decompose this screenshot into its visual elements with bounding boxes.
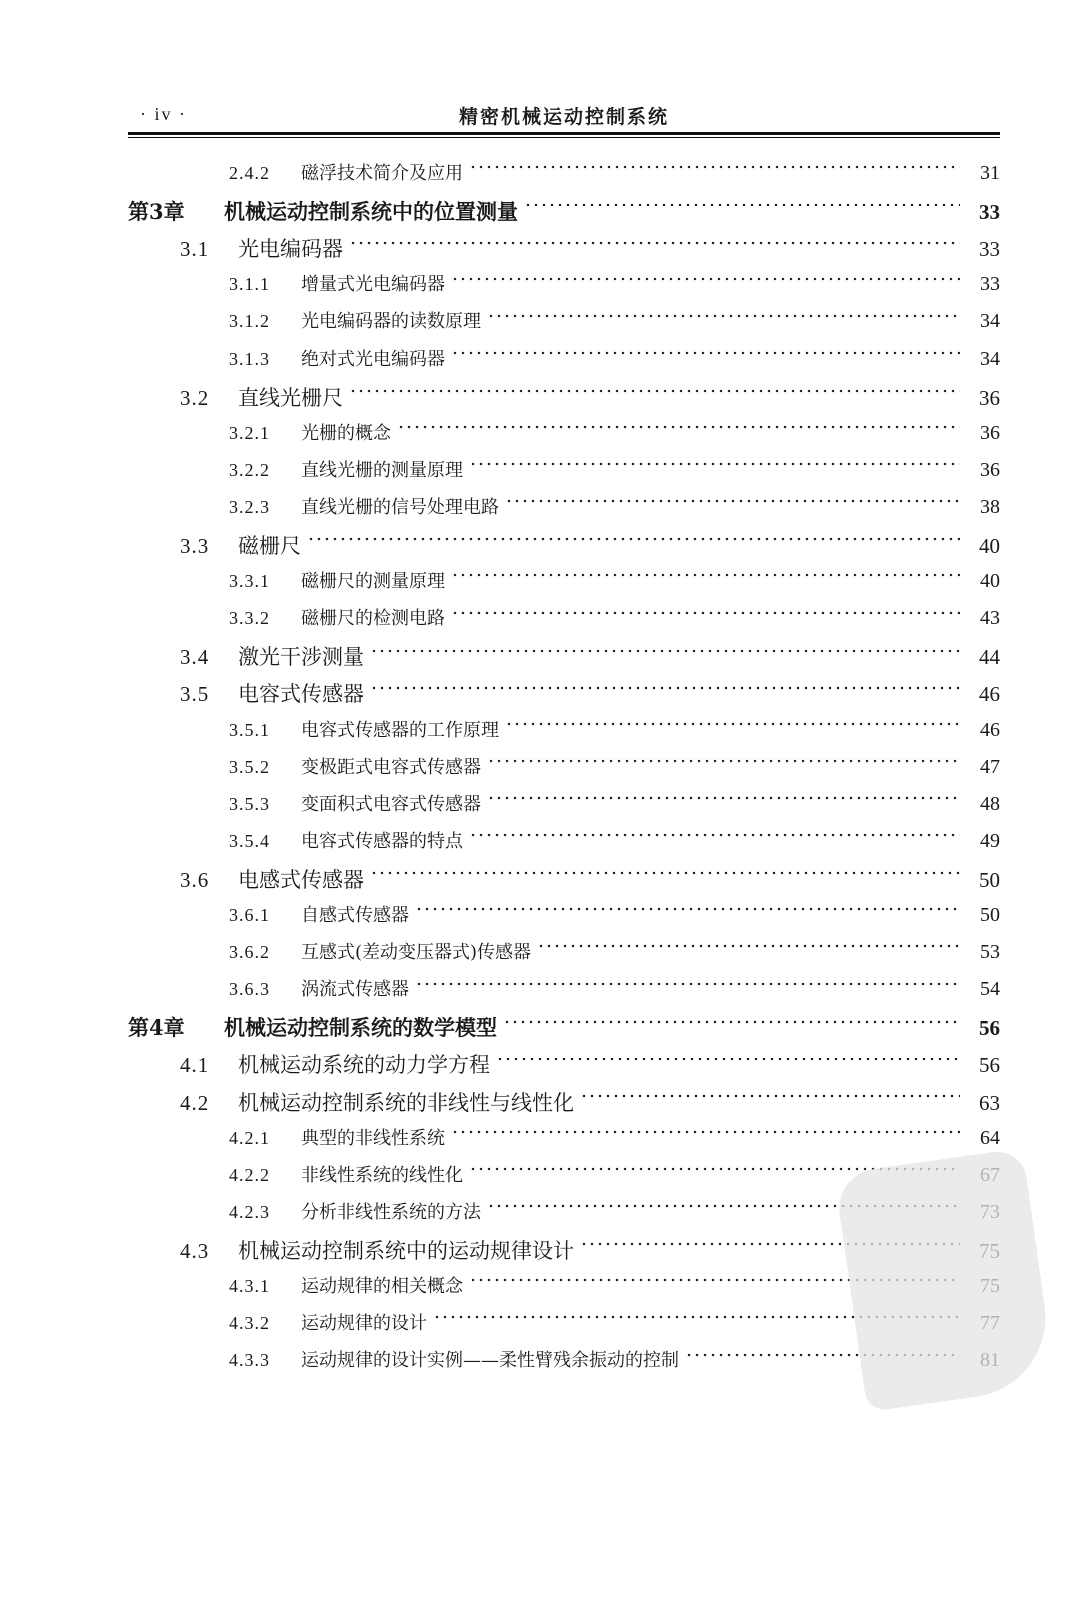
toc-entry-page: 33 bbox=[980, 273, 1000, 296]
toc-entry-title: 机械运动控制系统中的运动规律设计 bbox=[238, 1238, 574, 1263]
toc-entry-number: 3.2 bbox=[180, 385, 210, 410]
dot-leader bbox=[505, 492, 960, 510]
toc-entry-sub bbox=[229, 753, 1000, 779]
toc-entry-sub bbox=[229, 790, 1000, 816]
toc-entry-sec bbox=[180, 382, 1000, 412]
toc-entry-page: 34 bbox=[980, 310, 1000, 333]
toc-entry-number: 3.1.2 bbox=[229, 311, 270, 332]
toc-entry-number: 2.4.2 bbox=[229, 163, 270, 183]
toc-entry-chap bbox=[128, 1012, 1000, 1042]
dot-leader bbox=[487, 789, 960, 807]
toc-entry-title: 增量式光电编码器 bbox=[301, 274, 445, 296]
toc-entry-page: 40 bbox=[979, 534, 1000, 558]
toc-entry-page: 54 bbox=[980, 978, 1000, 1001]
toc-entry-page: 33 bbox=[979, 237, 1000, 262]
toc-entry-number: 3.2.1 bbox=[229, 422, 270, 443]
page-folio: · iv · bbox=[140, 104, 187, 124]
dot-leader bbox=[469, 455, 960, 473]
toc-entry-title: 机械运动控制系统的数学模型 bbox=[224, 1015, 497, 1041]
toc-entry-page: 31 bbox=[980, 162, 1000, 184]
toc-entry-title: 光电编码器 bbox=[238, 237, 343, 262]
toc-entry-title: 分析非线性系统的方法 bbox=[301, 1201, 481, 1223]
toc-entry-page: 36 bbox=[979, 385, 1000, 410]
toc-entry-title: 机械运动控制系统中的位置测量 bbox=[224, 199, 518, 225]
toc-entry-title: 磁栅尺的测量原理 bbox=[301, 571, 445, 593]
toc-entry-number: 3.6.2 bbox=[229, 942, 270, 963]
toc-entry-number: 3.5.2 bbox=[229, 756, 270, 777]
dot-leader bbox=[415, 975, 960, 993]
toc-entry-title: 激光干涉测量 bbox=[238, 645, 364, 670]
toc-entry-sub bbox=[229, 307, 1000, 333]
toc-entry-sub bbox=[229, 493, 1000, 519]
dot-leader bbox=[349, 380, 960, 401]
toc-entry-sec bbox=[180, 233, 1000, 263]
toc-entry-title: 典型的非线性系统 bbox=[301, 1127, 445, 1149]
toc-entry-title: 机械运动控制系统的非线性与线性化 bbox=[238, 1090, 574, 1115]
watermark-stamp bbox=[834, 1148, 1056, 1412]
toc-entry-number: 3.5 bbox=[180, 682, 210, 707]
toc-entry-sub bbox=[229, 901, 1000, 927]
toc-entry-page: 50 bbox=[979, 867, 1000, 892]
toc-entry-page: 43 bbox=[980, 607, 1000, 630]
toc-entry-title: 磁栅尺 bbox=[238, 534, 301, 558]
toc-entry-title: 运动规律的相关概念 bbox=[301, 1276, 463, 1297]
toc-entry-page: 46 bbox=[979, 682, 1000, 707]
toc-entry-sec bbox=[180, 1087, 1000, 1117]
dot-leader bbox=[451, 1123, 960, 1141]
dot-leader bbox=[451, 566, 960, 584]
dot-leader bbox=[487, 752, 960, 770]
toc-entry-chap bbox=[128, 196, 1000, 226]
toc-entry-sec bbox=[180, 678, 1000, 708]
dot-leader bbox=[537, 937, 960, 955]
toc-entry-sec bbox=[180, 1049, 1000, 1079]
toc-entry-page: 47 bbox=[980, 755, 1000, 778]
toc-entry-number: 4.3 bbox=[180, 1238, 210, 1263]
toc-entry-page: 36 bbox=[980, 458, 1000, 481]
toc-entry-sub bbox=[229, 419, 1000, 445]
toc-entry-number: 3.6.1 bbox=[229, 905, 270, 925]
toc-entry-page: 46 bbox=[980, 718, 1000, 741]
toc-entry-title: 机械运动系统的动力学方程 bbox=[238, 1053, 490, 1078]
toc-entry-page: 50 bbox=[980, 904, 1000, 926]
toc-entry-number: 第4章 bbox=[128, 1015, 185, 1041]
toc-entry-number: 3.2.2 bbox=[229, 459, 270, 480]
toc-entry-sub bbox=[229, 604, 1000, 630]
dot-leader bbox=[524, 195, 960, 216]
dot-leader bbox=[469, 826, 960, 844]
toc-entry-page: 40 bbox=[980, 570, 1000, 593]
toc-entry-title: 光栅的概念 bbox=[301, 422, 391, 444]
dot-leader bbox=[349, 232, 960, 253]
toc-entry-number: 4.2.2 bbox=[229, 1164, 270, 1185]
dot-leader bbox=[503, 1011, 960, 1032]
dot-leader bbox=[505, 715, 960, 733]
toc-entry-sub bbox=[229, 827, 1000, 853]
toc-entry-page: 34 bbox=[980, 347, 1000, 370]
dot-leader bbox=[370, 677, 960, 698]
toc-entry-sub bbox=[229, 159, 1000, 185]
toc-entry-title: 涡流式传感器 bbox=[301, 979, 409, 1001]
dot-leader bbox=[496, 1048, 960, 1069]
toc-entry-number: 3.2.3 bbox=[229, 496, 270, 517]
toc-entry-page: 56 bbox=[979, 1016, 1000, 1041]
toc-entry-sub bbox=[229, 345, 1000, 371]
toc-entry-sec bbox=[180, 641, 1000, 671]
toc-entry-sec bbox=[180, 864, 1000, 894]
dot-leader bbox=[397, 418, 960, 436]
toc-entry-number: 3.6.3 bbox=[229, 979, 270, 1000]
toc-entry-page: 53 bbox=[980, 941, 1000, 964]
toc-entry-title: 直线光栅的测量原理 bbox=[301, 459, 463, 481]
toc-entry-title: 光电编码器的读数原理 bbox=[301, 311, 481, 333]
toc-entry-title: 电容式传感器的特点 bbox=[301, 830, 463, 852]
toc-entry-number: 3.5.4 bbox=[229, 830, 270, 851]
toc-entry-page: 49 bbox=[980, 829, 1000, 852]
toc-entry-page: 44 bbox=[979, 645, 1000, 670]
toc-entry-number: 3.1.1 bbox=[229, 274, 270, 295]
toc-entry-number: 3.4 bbox=[180, 645, 210, 670]
dot-leader bbox=[451, 604, 960, 622]
toc-entry-page: 38 bbox=[980, 495, 1000, 518]
toc-entry-page: 48 bbox=[980, 792, 1000, 815]
toc-entry-title: 电容式传感器的工作原理 bbox=[301, 719, 499, 741]
toc-entry-title: 运动规律的设计实例——柔性臂残余振动的控制 bbox=[301, 1350, 679, 1372]
toc-entry-page: 63 bbox=[979, 1090, 1000, 1115]
toc-entry-title: 变极距式电容式传感器 bbox=[301, 756, 481, 778]
toc-entry-title: 磁栅尺的检测电路 bbox=[301, 608, 445, 630]
toc-entry-number: 3.1 bbox=[180, 237, 210, 262]
running-title: 精密机械运动控制系统 bbox=[458, 106, 669, 128]
toc-entry-number: 4.3.3 bbox=[229, 1350, 270, 1371]
toc-entry-number: 3.1.3 bbox=[229, 348, 270, 369]
toc-entry-title: 绝对式光电编码器 bbox=[301, 348, 445, 370]
dot-leader bbox=[415, 900, 960, 918]
toc-entry-number: 4.3.1 bbox=[229, 1276, 270, 1296]
toc-entry-sub bbox=[229, 938, 1000, 964]
toc-entry-number: 3.5.3 bbox=[229, 793, 270, 814]
toc-entry-title: 自感式传感器 bbox=[301, 905, 409, 926]
toc-entry-number: 4.3.2 bbox=[229, 1313, 270, 1334]
toc-entry-sub bbox=[229, 270, 1000, 296]
toc-entry-number: 3.5.1 bbox=[229, 719, 270, 740]
toc-entry-title: 变面积式电容式传感器 bbox=[301, 793, 481, 815]
dot-leader bbox=[580, 1085, 960, 1106]
toc-entry-sub bbox=[229, 1124, 1000, 1150]
toc-entry-number: 4.2 bbox=[180, 1090, 210, 1115]
toc-entry-page: 64 bbox=[980, 1126, 1000, 1149]
dot-leader bbox=[307, 529, 960, 550]
dot-leader bbox=[487, 307, 960, 325]
toc-entry-number: 3.3.2 bbox=[229, 608, 270, 629]
toc-entry-sub bbox=[229, 716, 1000, 742]
dot-leader bbox=[451, 270, 960, 288]
toc-entry-title: 电容式传感器 bbox=[238, 682, 364, 707]
toc-entry-title: 非线性系统的线性化 bbox=[301, 1164, 463, 1186]
toc-entry-title: 电感式传感器 bbox=[238, 867, 364, 892]
toc-entry-sec bbox=[180, 530, 1000, 560]
toc-entry-title: 磁浮技术简介及应用 bbox=[301, 163, 463, 184]
toc-entry-sub bbox=[229, 567, 1000, 593]
toc-entry-number: 4.2.1 bbox=[229, 1127, 270, 1148]
toc-entry-title: 互感式(差动变压器式)传感器 bbox=[301, 942, 532, 964]
toc-entry-sub bbox=[229, 975, 1000, 1001]
toc-entry-number: 3.3.1 bbox=[229, 571, 270, 592]
toc-entry-title: 直线光栅尺 bbox=[238, 385, 343, 410]
toc-entry-page: 36 bbox=[980, 421, 1000, 444]
dot-leader bbox=[451, 344, 960, 362]
toc-entry-number: 4.2.3 bbox=[229, 1201, 270, 1222]
dot-leader bbox=[370, 640, 960, 661]
dot-leader bbox=[469, 158, 960, 176]
toc-entry-title: 直线光栅的信号处理电路 bbox=[301, 496, 499, 518]
toc-entry-title: 运动规律的设计 bbox=[301, 1313, 427, 1335]
toc-entry-number: 3.6 bbox=[180, 867, 210, 892]
toc-entry-page: 56 bbox=[979, 1053, 1000, 1078]
toc-entry-page: 33 bbox=[979, 200, 1000, 225]
toc-entry-number: 4.1 bbox=[180, 1053, 210, 1078]
toc-entry-number: 3.3 bbox=[180, 534, 210, 558]
toc-entry-number: 第3章 bbox=[128, 199, 185, 225]
toc-entry-sub bbox=[229, 456, 1000, 482]
dot-leader bbox=[370, 863, 960, 884]
